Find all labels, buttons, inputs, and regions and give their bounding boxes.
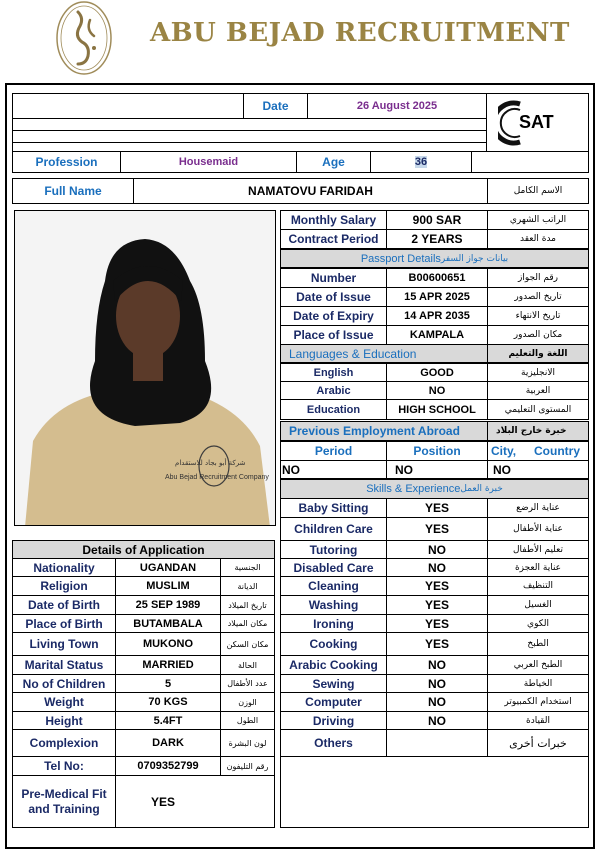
date-label: Date	[243, 93, 308, 119]
skill-label: Children Care	[280, 517, 387, 541]
skill-label: Tutoring	[280, 540, 387, 559]
candidate-photo	[14, 210, 276, 526]
skill-label: Washing	[280, 595, 387, 615]
photo-badge-ar: شركة أبو بجاد للاستقدام	[175, 459, 246, 467]
company-logo	[54, 0, 114, 78]
skill-label: Baby Sitting	[280, 498, 387, 518]
others-value	[386, 729, 488, 757]
app-value: MUKONO	[115, 632, 221, 656]
app-ar: الوزن	[220, 692, 275, 712]
others-ar: خبرات أخرى	[487, 729, 589, 757]
lang-arabic-label: Arabic	[280, 381, 387, 400]
salary-label: Monthly Salary	[280, 210, 387, 230]
employment-col-country: Country	[534, 444, 580, 458]
passport-heading-ar: بيانات جواز السفر	[440, 253, 509, 264]
skill-label: Driving	[280, 711, 387, 730]
app-label: Place of Birth	[12, 614, 116, 633]
skill-value: NO	[386, 674, 488, 693]
age-label: Age	[296, 151, 371, 173]
age-value-cell	[370, 151, 472, 173]
app-label: Complexion	[12, 729, 116, 757]
passport-expiry-value: 14 APR 2035	[386, 306, 488, 326]
skill-value: YES	[386, 632, 488, 656]
lang-arabic-ar: العربية	[487, 381, 589, 400]
passport-issue-value: 15 APR 2025	[386, 287, 488, 307]
app-label: Date of Birth	[12, 595, 116, 615]
skill-value: YES	[386, 517, 488, 541]
passport-heading-text: Passport Details	[360, 252, 441, 265]
photo-badge-text: Abu Bejad Recruitment Company	[165, 474, 269, 481]
profession-value: Housemaid	[120, 151, 297, 173]
skill-ar: عناية الرضع	[487, 498, 589, 518]
passport-expiry-ar: تاريخ الانتهاء	[487, 306, 589, 326]
employment-heading: Previous Employment Abroad	[280, 421, 488, 441]
app-label: Marital Status	[12, 655, 116, 675]
employment-heading-ar: خبرة خارج البلاد	[487, 421, 589, 441]
application-heading: Details of Application	[12, 540, 275, 559]
lang-arabic-value: NO	[386, 381, 488, 400]
skill-ar: التنظيف	[487, 576, 589, 596]
skill-label: Sewing	[280, 674, 387, 693]
employment-col-period: Period	[280, 441, 387, 461]
fullname-ar: الاسم الكامل	[487, 178, 589, 204]
sat-logo-box	[486, 93, 589, 152]
passport-number-label: Number	[280, 268, 387, 288]
app-value: MARRIED	[115, 655, 221, 675]
salary-value: 900 SAR	[386, 210, 488, 230]
lang-english-value: GOOD	[386, 363, 488, 382]
contract-ar: مدة العقد	[487, 229, 589, 249]
app-value: DARK	[115, 729, 221, 757]
salary-ar: الراتب الشهري	[487, 210, 589, 230]
app-label: No of Children	[12, 674, 116, 693]
app-value: 0709352799	[115, 756, 221, 776]
skill-ar: الطبخ	[487, 632, 589, 656]
app-label: Tel No:	[12, 756, 116, 776]
app-value: 25 SEP 1989	[115, 595, 221, 615]
skill-label: Disabled Care	[280, 558, 387, 577]
app-value: MUSLIM	[115, 576, 221, 596]
app-ar: رقم التليفون	[220, 756, 275, 776]
app-ar: الديانة	[220, 576, 275, 596]
app-label: Height	[12, 711, 116, 730]
passport-issue-ar: تاريخ الصدور	[487, 287, 589, 307]
company-name: ABU BEJAD RECRUITMENT	[150, 18, 570, 48]
app-ar: لون البشرة	[220, 729, 275, 757]
fullname-label: Full Name	[12, 178, 134, 204]
sat-logo-text: SAT	[519, 112, 554, 132]
others-label: Others	[280, 729, 387, 757]
skill-ar: الخياطة	[487, 674, 589, 693]
app-value: 5	[115, 674, 221, 693]
lang-english-ar: الانجليزية	[487, 363, 589, 382]
app-label: Living Town	[12, 632, 116, 656]
skill-ar: الغسيل	[487, 595, 589, 615]
app-value: 5.4FT	[115, 711, 221, 730]
passport-heading	[280, 249, 589, 268]
skill-value: NO	[386, 711, 488, 730]
skill-value: YES	[386, 576, 488, 596]
skill-value: NO	[386, 540, 488, 559]
app-value: UGANDAN	[115, 558, 221, 577]
skill-value: NO	[386, 655, 488, 675]
skills-blank-area	[280, 756, 589, 828]
app-value: BUTAMBALA	[115, 614, 221, 633]
employment-city-value: NO	[487, 460, 589, 479]
passport-place-ar: مكان الصدور	[487, 325, 589, 345]
passport-issue-label: Date of Issue	[280, 287, 387, 307]
education-ar: المستوى التعليمي	[487, 399, 589, 420]
date-value: 26 August 2025	[307, 93, 487, 119]
lang-english-label: English	[280, 363, 387, 382]
skill-label: Ironing	[280, 614, 387, 633]
fullname-value: NAMATOVU FARIDAH	[133, 178, 488, 204]
blank-age	[471, 151, 589, 173]
skill-label: Cooking	[280, 632, 387, 656]
contract-label: Contract Period	[280, 229, 387, 249]
employment-period-value: NO	[280, 460, 387, 479]
passport-number-value: B00600651	[386, 268, 488, 288]
skills-heading	[280, 479, 589, 499]
passport-expiry-label: Date of Expiry	[280, 306, 387, 326]
app-label: Weight	[12, 692, 116, 712]
skill-ar: عناية الأطفال	[487, 517, 589, 541]
skill-label: Arabic Cooking	[280, 655, 387, 675]
passport-place-label: Place of Issue	[280, 325, 387, 345]
passport-place-value: KAMPALA	[386, 325, 488, 345]
skill-ar: استخدام الكمبيوتر	[487, 692, 589, 712]
skill-value: YES	[386, 614, 488, 633]
languages-heading: Languages & Education	[280, 344, 488, 363]
contract-value: 2 YEARS	[386, 229, 488, 249]
app-label: Nationality	[12, 558, 116, 577]
skill-label: Cleaning	[280, 576, 387, 596]
skill-value: YES	[386, 498, 488, 518]
passport-number-ar: رقم الجواز	[487, 268, 589, 288]
app-ar: الجنسية	[220, 558, 275, 577]
app-value: 70 KGS	[115, 692, 221, 712]
education-value: HIGH SCHOOL	[386, 399, 488, 420]
skill-label: Computer	[280, 692, 387, 712]
app-ar: الحالة	[220, 655, 275, 675]
employment-col-city: City,	[491, 444, 517, 458]
skills-heading-ar: خبرة العمل	[460, 484, 503, 494]
skill-value: NO	[386, 558, 488, 577]
skills-heading-text: Skills & Experience	[366, 483, 461, 495]
app-ar: مكان الميلاد	[220, 614, 275, 633]
skill-ar: الطبخ العربي	[487, 655, 589, 675]
app-ar: تاريخ الميلاد	[220, 595, 275, 615]
profession-label: Profession	[12, 151, 121, 173]
skill-value: YES	[386, 595, 488, 615]
skill-ar: تعليم الأطفال	[487, 540, 589, 559]
education-label: Education	[280, 399, 387, 420]
skill-value: NO	[386, 692, 488, 712]
skill-ar: الكوي	[487, 614, 589, 633]
skill-ar: القيادة	[487, 711, 589, 730]
age-value: 36	[414, 156, 428, 168]
premedical-value: YES	[115, 775, 275, 828]
skill-ar: عناية العجزة	[487, 558, 589, 577]
premedical-label: Pre-Medical Fit and Training	[12, 775, 116, 828]
app-ar: مكان السكن	[220, 632, 275, 656]
employment-col-position: Position	[386, 441, 488, 461]
languages-heading-ar: اللغة والتعليم	[487, 344, 589, 363]
app-ar: عدد الأطفال	[220, 674, 275, 693]
app-label: Religion	[12, 576, 116, 596]
blank-top-1	[12, 93, 244, 119]
app-ar: الطول	[220, 711, 275, 730]
employment-col-city-country	[487, 441, 589, 461]
employment-position-value: NO	[386, 460, 488, 479]
